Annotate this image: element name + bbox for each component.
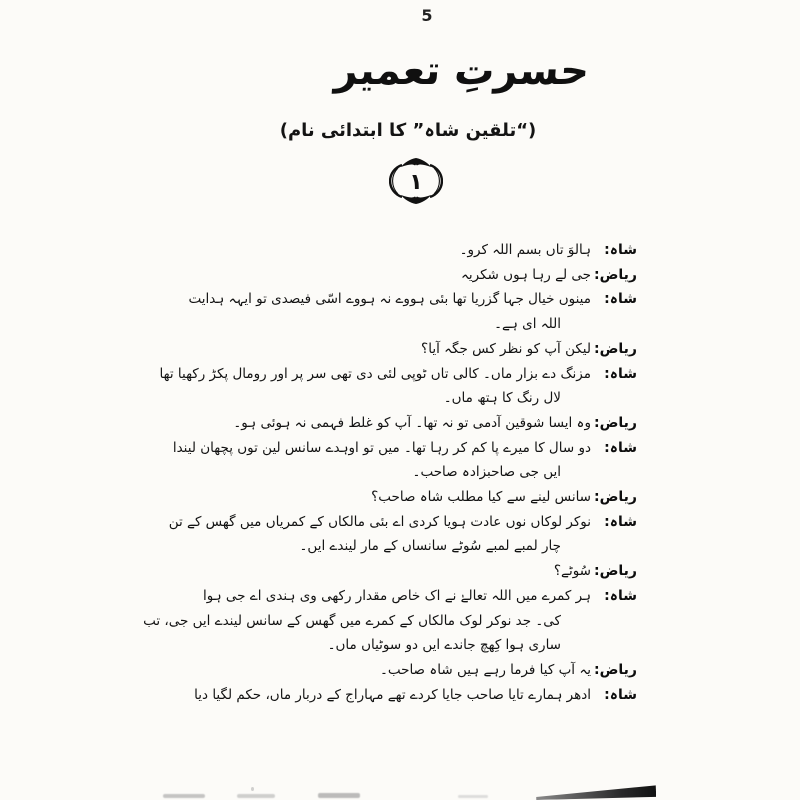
speaker-spacer (591, 633, 637, 658)
dialogue-row (159, 510, 637, 535)
dialogue-row (159, 362, 637, 387)
speaker-label: شاہ: (604, 513, 637, 530)
dialogue-row (159, 559, 637, 584)
dialogue-line: مزنگ دے بزار ماں۔ کالی تاں ٹوپی لئی دی تھی سر پر اور رومال پکڑ رکھیا تھا (159, 365, 591, 382)
scan-edge-shadow (536, 784, 656, 800)
section-ornament (389, 156, 443, 206)
dialogue-line: اللہ ای ہے۔ (494, 316, 561, 333)
speaker-label: ریاض: (593, 489, 637, 506)
dialogue-line: سُوٹے؟ (553, 563, 591, 580)
dialogue-row (159, 485, 637, 510)
dialogue-row (159, 436, 637, 461)
speaker-label: شاہ: (604, 365, 637, 382)
speaker-label: شاہ: (604, 439, 637, 456)
section-medallion-icon (389, 156, 443, 206)
dialogue-line: کی۔ جد نوکر لوک مالکاں کے کمرے میں گھس کے سانس لیندے ایں جی، تب (143, 612, 561, 629)
dialogue-row (159, 337, 637, 362)
book-subtitle: (“تلقین شاہ” کا ابتدائی نام) (279, 120, 537, 141)
dialogue-line: لیکن آپ کو نظر کس جگہ آیا؟ (421, 340, 591, 357)
speaker-label: شاہ: (604, 686, 637, 703)
dialogue-row-continuation (159, 633, 637, 658)
dialogue-line: ساری ہوا کِھچ جاندے ایں دو سوٹیاں ماں۔ (327, 637, 561, 654)
speaker-label: شاہ: (604, 587, 637, 604)
dialogue-row (159, 584, 637, 609)
speaker-spacer (591, 609, 637, 634)
speaker-label: ریاض: (593, 661, 637, 678)
speaker-label: شاہ: (604, 291, 637, 308)
speaker-spacer (591, 312, 637, 337)
medallion-top-leaves-icon (401, 158, 431, 167)
scan-edge-smudge (318, 793, 360, 798)
dialogue-row-continuation (159, 386, 637, 411)
dialogue-line: وہ ایسا شوقین آدمی تو نہ تھا۔ آپ کو غلط فہمی نہ ہوئی ہو۔ (233, 414, 591, 431)
dialogue-row (159, 263, 637, 288)
dialogue-row (159, 683, 637, 708)
speaker-label: ریاض: (593, 340, 637, 357)
book-title: حسرتِ تعمیر (333, 48, 591, 94)
dialogue-line: یہ آپ کیا فرما رہے ہیں شاہ صاحب۔ (379, 661, 591, 678)
dialogue-line: مینوں خیال جہا گزریا تھا بئی ہووے نہ ہووے اسّی فیصدی تو ایہہ ہدایت (188, 291, 591, 308)
page-number: 5 (421, 6, 433, 25)
dialogue-line: ہر کمرے میں اللہ تعالےٰ نے اک خاص مقدار رکھی وی ہندی اے جی ہوا (203, 587, 591, 604)
scan-edge-smudge (163, 794, 205, 798)
medallion-bottom-leaves-icon (401, 195, 431, 204)
speaker-spacer (591, 386, 637, 411)
scan-edge-smudge (458, 795, 488, 798)
dialogue-row (159, 411, 637, 436)
speaker-label: ریاض: (593, 266, 637, 283)
dialogue-row-continuation (143, 609, 637, 634)
dialogue-row (159, 658, 637, 683)
speaker-label: شاہ: (604, 242, 637, 258)
scan-edge-smudge (237, 794, 275, 798)
dialogue-row-continuation (159, 312, 637, 337)
speaker-label: ریاض: (593, 414, 637, 431)
dialogue-line: جی لے رہا ہوں شکریہ (460, 266, 591, 283)
dialogue-line: ایں جی صاحبزادہ صاحب۔ (412, 464, 561, 481)
speaker-spacer (591, 460, 637, 485)
speaker-spacer (591, 534, 637, 559)
dialogue-line: سانس لینے سے کیا مطلب شاہ صاحب؟ (371, 489, 591, 506)
dialogue-line: ہالوَ تاں بسم اللہ کرو۔ (459, 242, 591, 258)
dialogue-row-continuation (159, 534, 637, 559)
scan-speck (251, 787, 254, 791)
section-number: ۱ (409, 170, 423, 195)
dialogue-row-continuation (159, 460, 637, 485)
dialogue-line: لال رنگ کا ہتھ ماں۔ (443, 390, 561, 407)
dialogue-row (159, 287, 637, 312)
dialogue-row (159, 238, 637, 263)
dialogue-line: ادھر ہمارے تایا صاحب جایا کردے تھے مہاراج کے دربار ماں، حکم لگیا دیا (194, 686, 591, 703)
dialogue-line: دو سال کا میرے پا کم کر رہا تھا۔ میں تو اوہدے سانس لین توں پچھان لیندا (172, 439, 591, 456)
dialogue-line: نوکر لوکاں نوں عادت ہویا کردی اے بئی مالکاں کے کمریاں میں گھس کے تن (168, 513, 591, 530)
speaker-label: ریاض: (593, 563, 637, 580)
dialogue-block (143, 238, 637, 707)
dialogue-line: چار لمبے لمبے سُوٹے سانساں کے مار لیندے ایں۔ (299, 538, 561, 555)
